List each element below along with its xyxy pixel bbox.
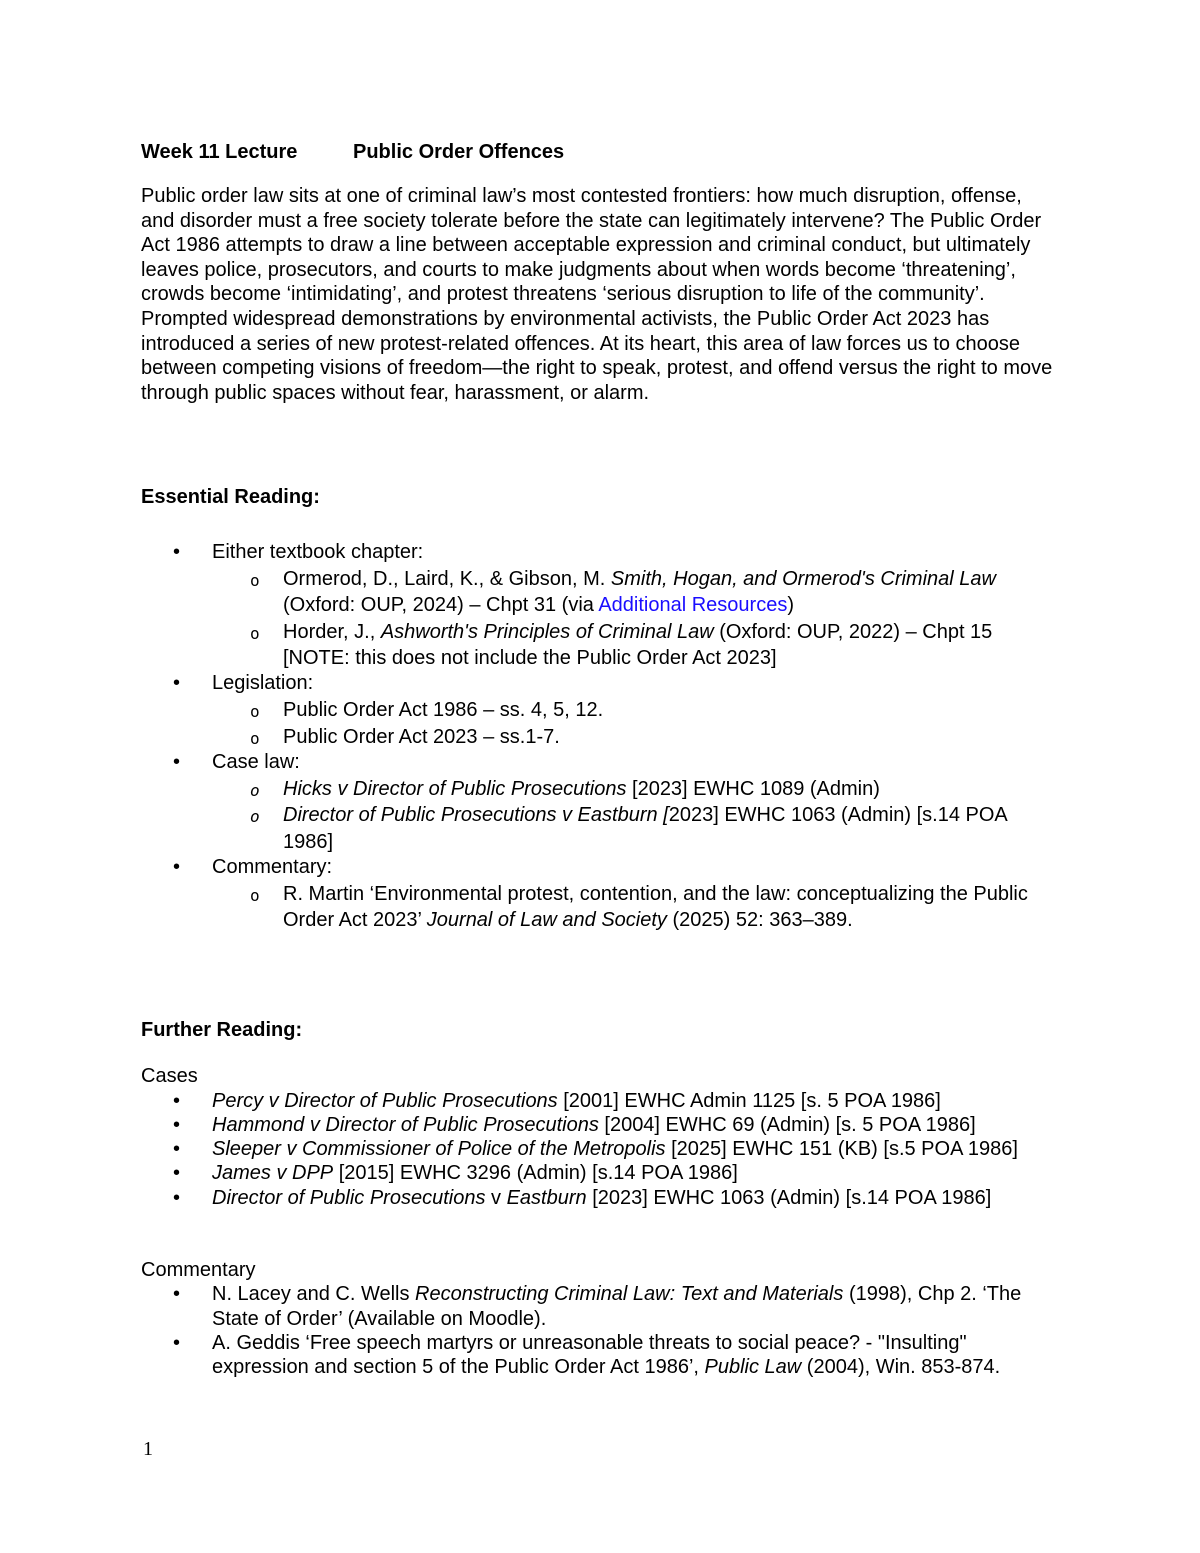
- commentary-item-geddis: [141, 1331, 1061, 1379]
- citation-text: (Oxford: OUP, 2024) – Chpt 31 (via: [283, 594, 599, 617]
- essential-reading-list: [141, 540, 1061, 934]
- citation-text: (2025) 52: 363–389.: [666, 909, 853, 932]
- case-name: Director of Public Prosecutions: [212, 1186, 486, 1209]
- caselaw-sublist: [212, 776, 1061, 855]
- case-name: Hicks v Director of Public Prosecutions: [283, 777, 627, 800]
- citation-text: (1998), Chp 2. ‘The State of Order’ (Available on Moodle).: [212, 1283, 1022, 1330]
- page-number: 1: [143, 1438, 153, 1460]
- citation-text: [2004] EWHC 69 (Admin) [s. 5 POA 1986]: [598, 1113, 976, 1136]
- legislation-label: Legislation:: [212, 672, 314, 695]
- caselaw-label: Case law:: [212, 750, 300, 773]
- additional-resources-link[interactable]: Additional Resources: [598, 594, 788, 617]
- textbook-sublist: [212, 566, 1061, 672]
- legislation-item: o Public Order Act 2023 – ss.1-7.: [212, 724, 1061, 750]
- book-title: Ashworth's Principles of Criminal Law: [380, 620, 714, 643]
- book-title: Reconstructing Criminal Law: Text and Materials: [415, 1283, 844, 1306]
- further-reading-heading: Further Reading:: [141, 1018, 303, 1041]
- further-commentary-list: [141, 1282, 1061, 1379]
- list-item-legislation: [141, 671, 1061, 750]
- case-name: Hammond v Director of Public Prosecutions: [212, 1113, 599, 1136]
- commentary-sublist: [212, 881, 1061, 934]
- commentary-section-label: Commentary: [141, 1258, 256, 1281]
- case-name: Percy v Director of Public Prosecutions: [212, 1089, 558, 1112]
- commentary-item-lacey: [141, 1282, 1061, 1330]
- list-item-textbook: [141, 540, 1061, 671]
- case-item-hicks: [212, 776, 1061, 802]
- journal-title: Public Law: [704, 1356, 802, 1378]
- citation-text: N. Lacey and C. Wells: [212, 1283, 416, 1306]
- citation-text: v: [485, 1186, 507, 1209]
- topic-title: Public Order Offences: [353, 141, 565, 163]
- book-title: Smith, Hogan, and Ormerod's Criminal Law: [610, 567, 996, 590]
- essential-reading-heading: Essential Reading:: [141, 486, 320, 509]
- citation-text: [2023] EWHC 1063 (Admin) [s.14 POA 1986]: [586, 1186, 992, 1209]
- case-name: Sleeper v Commissioner of Police of the Metropolis: [212, 1138, 666, 1161]
- citation-text: [2015] EWHC 3296 (Admin) [s.14 POA 1986]: [333, 1162, 738, 1185]
- citation-text: A. Geddis ‘Free speech martyrs or unreasonable threats to social peace? - "Insulting" expression and section 5 of the Public Order Act 1986’,: [212, 1331, 967, 1378]
- citation-text: (Oxford: OUP, 2022) – Chpt 15 [NOTE: this does not include the Public Order Act 2023]: [283, 620, 993, 669]
- case-item: [141, 1161, 1061, 1185]
- cases-label: Cases: [141, 1065, 198, 1088]
- further-cases-list: [141, 1089, 1061, 1210]
- case-item: [141, 1186, 1061, 1210]
- commentary-label: Commentary:: [212, 855, 333, 878]
- legislation-sublist: [212, 697, 1061, 750]
- case-name: Eastburn: [506, 1186, 587, 1209]
- week-label: Week 11 Lecture: [141, 141, 298, 163]
- citation-text: (2004), Win. 853-874.: [801, 1356, 1001, 1378]
- citation-text: ): [787, 594, 795, 617]
- list-item-commentary: [141, 855, 1061, 934]
- case-item: [141, 1113, 1061, 1137]
- citation-text: 2023] EWHC 1063 (Admin) [s.14 POA 1986]: [283, 804, 1007, 853]
- case-item-eastburn: [212, 802, 1061, 855]
- intro-paragraph: Public order law sits at one of criminal law’s most contested frontiers: how much disruption, offense, and disorder must a free society tolerate before the state can legitimately intervene? The Public Order Act 1986 attempts to draw a line between acceptable expression and criminal conduct, but ultimately leaves police, prosecutors, and courts to make judgments about when words become ‘threatening’, crowds become ‘intimidating’, and protest threatens ‘serious disruption to life of the community’. Prompted widespread demonstrations by environmental activists, the Public Order Act 2023 has introduced a series of new protest-related offences. At its heart, this area of law forces us to choose between competing visions of freedom—the right to speak, protest, and offend versus the right to move through public spaces without fear, harassment, or alarm.: [141, 185, 1053, 404]
- citation-text: Ormerod, D., Laird, K., & Gibson, M.: [283, 567, 611, 590]
- case-item: [141, 1137, 1061, 1161]
- textbook-item-ormerod: [212, 566, 1061, 619]
- legislation-item: o Public Order Act 1986 – ss. 4, 5, 12.: [212, 697, 1061, 723]
- citation-text: [2025] EWHC 151 (KB) [s.5 POA 1986]: [665, 1138, 1018, 1161]
- textbook-label: Either textbook chapter:: [212, 540, 424, 563]
- citation-text: [2001] EWHC Admin 1125 [s. 5 POA 1986]: [557, 1089, 941, 1112]
- case-name: Director of Public Prosecutions v Eastburn [: [283, 804, 669, 827]
- journal-title: Journal of Law and Society: [426, 909, 667, 932]
- case-name: James v DPP: [212, 1162, 334, 1185]
- citation-text: R. Martin ‘Environmental protest, contention, and the law: conceptualizing the Public Order Act 2023’: [283, 882, 1028, 932]
- case-item: [141, 1089, 1061, 1113]
- commentary-item-martin: [212, 881, 1061, 934]
- list-item-caselaw: [141, 750, 1061, 855]
- citation-text: [2023] EWHC 1089 (Admin): [626, 777, 880, 800]
- citation-text: Horder, J.,: [283, 620, 381, 643]
- document-body: [141, 140, 1061, 1379]
- lecture-title: [141, 140, 1061, 168]
- textbook-item-horder: [212, 619, 1061, 672]
